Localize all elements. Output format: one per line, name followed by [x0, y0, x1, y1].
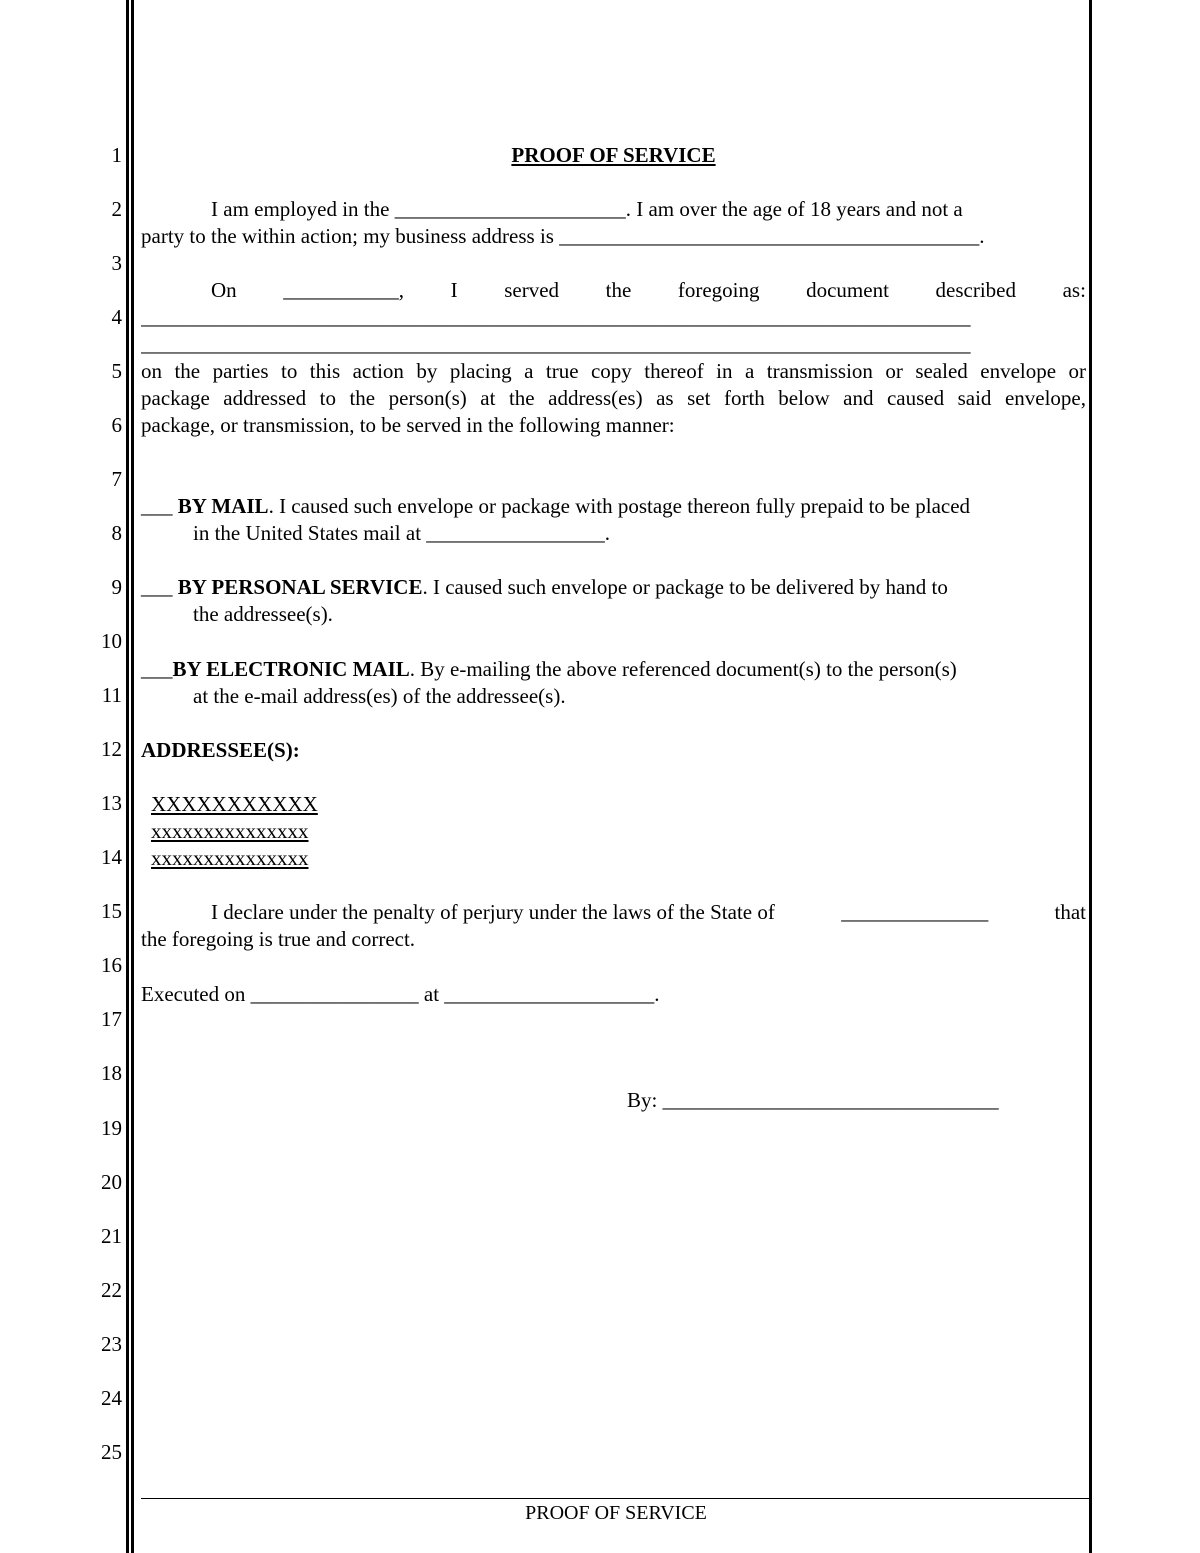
by-email-text: . By e-mailing the above referenced document(s) to the person(s) — [409, 657, 957, 681]
line-number: 16 — [101, 953, 122, 977]
declaration-line-2: the foregoing is true and correct. — [141, 927, 416, 951]
line-number: 2 — [111, 197, 122, 221]
line-number: 10 — [101, 629, 122, 653]
addressee-line: xxxxxxxxxxxxxxx — [151, 819, 309, 843]
executed-period: . — [654, 982, 660, 1006]
signature-label: By: — [627, 1088, 658, 1112]
by-email-line-2: at the e-mail address(es) of the addressee(s). — [193, 684, 566, 708]
line-number: 19 — [101, 1116, 122, 1140]
line-number: 15 — [101, 899, 122, 923]
page-footer: PROOF OF SERVICE — [525, 1502, 707, 1524]
footer-rule — [141, 1498, 1091, 1499]
executed-text: Executed on — [141, 982, 246, 1006]
mail-location-blank: _________________ — [426, 521, 605, 545]
by-personal-text: . I caused such envelope or package to be delivered by hand to — [422, 575, 948, 599]
line-number: 8 — [111, 521, 122, 545]
by-mail-checkbox-blank: ___ — [141, 494, 173, 518]
line-number: 25 — [101, 1440, 122, 1464]
line-number: 11 — [101, 683, 122, 707]
served-on: On — [211, 278, 237, 302]
declaration-text: I declare under the penalty of perjury under the laws of the State of — [211, 900, 775, 924]
addressees-heading: ADDRESSEE(S): — [141, 738, 300, 762]
by-email-checkbox-blank: ___ — [141, 657, 173, 681]
signature-line — [627, 1087, 999, 1114]
line-number: 3 — [111, 251, 122, 275]
served-word: I — [450, 278, 458, 302]
right-margin-rule — [1089, 0, 1092, 1553]
line-number: 9 — [111, 575, 122, 599]
declaration-line-1 — [141, 899, 1086, 926]
employment-text-a: I am employed in the — [211, 197, 390, 221]
business-address-blank: ________________________________________ — [559, 224, 980, 248]
line-number: 22 — [101, 1278, 122, 1302]
line-number: 14 — [101, 845, 122, 869]
served-word: document — [806, 278, 889, 302]
line-number: 23 — [101, 1332, 122, 1356]
served-word: as: — [1062, 278, 1086, 302]
page-title: PROOF OF SERVICE — [511, 143, 716, 167]
served-word: foregoing — [677, 278, 760, 302]
served-date-blank: ___________, — [283, 278, 405, 302]
declaration-that: that — [1054, 900, 1086, 924]
line-number: 5 — [111, 359, 122, 383]
business-address-text: party to the within action; my business address is — [141, 224, 554, 248]
executed-place-blank: ____________________ — [444, 982, 655, 1006]
line-number: 6 — [111, 413, 122, 437]
line-number: 18 — [101, 1061, 122, 1085]
line-number: 7 — [111, 467, 122, 491]
line-number: 17 — [101, 1007, 122, 1031]
by-mail-line-2 — [193, 520, 610, 547]
employment-location-blank: ______________________ — [394, 197, 626, 221]
by-mail-text: . I caused such envelope or package with postage thereon fully prepaid to be placed — [268, 494, 971, 518]
addressee-line: XXXXXXXXXXX — [151, 792, 318, 816]
document-description-blank-1: _______________________________________________________________________________ — [141, 305, 971, 329]
employment-line-1 — [141, 196, 1086, 223]
signature-blank: ________________________________ — [662, 1088, 999, 1112]
served-line-3: on the parties to this action by placing a true copy thereof in a transmission or sealed envelope or — [141, 359, 1086, 383]
by-personal-line-1 — [141, 574, 948, 601]
state-blank: ______________ — [841, 900, 989, 924]
left-double-rule-inner — [131, 0, 134, 1553]
line-number: 21 — [101, 1224, 122, 1248]
by-mail-label: BY MAIL — [177, 494, 269, 518]
line-number: 4 — [111, 305, 122, 329]
by-personal-checkbox-blank: ___ — [141, 575, 173, 599]
business-address-period: . — [979, 224, 985, 248]
served-word: served — [504, 278, 560, 302]
served-word: described — [935, 278, 1016, 302]
executed-at: at — [423, 982, 440, 1006]
by-mail-text-2: in the United States mail at — [193, 521, 422, 545]
executed-date-blank: ________________ — [250, 982, 419, 1006]
by-personal-line-2: the addressee(s). — [193, 602, 333, 626]
document-description-blank-2: _______________________________________________________________________________ — [141, 332, 971, 356]
employment-line-2 — [141, 223, 984, 250]
line-number: 1 — [111, 143, 122, 167]
by-email-label: BY ELECTRONIC MAIL — [172, 657, 410, 681]
served-line-4: package addressed to the person(s) at the address(es) as set forth below and caused said envelope, — [141, 386, 1086, 410]
by-personal-label: BY PERSONAL SERVICE — [177, 575, 423, 599]
employment-text-b: . I am over the age of 18 years and not a — [625, 197, 963, 221]
line-number: 12 — [101, 737, 122, 761]
served-word: the — [605, 278, 632, 302]
by-mail-line-1 — [141, 493, 970, 520]
line-number: 13 — [101, 791, 122, 815]
by-email-line-1 — [141, 656, 957, 683]
addressee-line: xxxxxxxxxxxxxxx — [151, 846, 309, 870]
served-line-5: package, or transmission, to be served in the following manner: — [141, 413, 675, 437]
line-number: 24 — [101, 1386, 122, 1410]
by-mail-period: . — [604, 521, 611, 545]
left-double-rule-outer — [126, 0, 129, 1553]
line-number: 20 — [101, 1170, 122, 1194]
served-line-1 — [141, 277, 1086, 304]
executed-line — [141, 981, 660, 1008]
